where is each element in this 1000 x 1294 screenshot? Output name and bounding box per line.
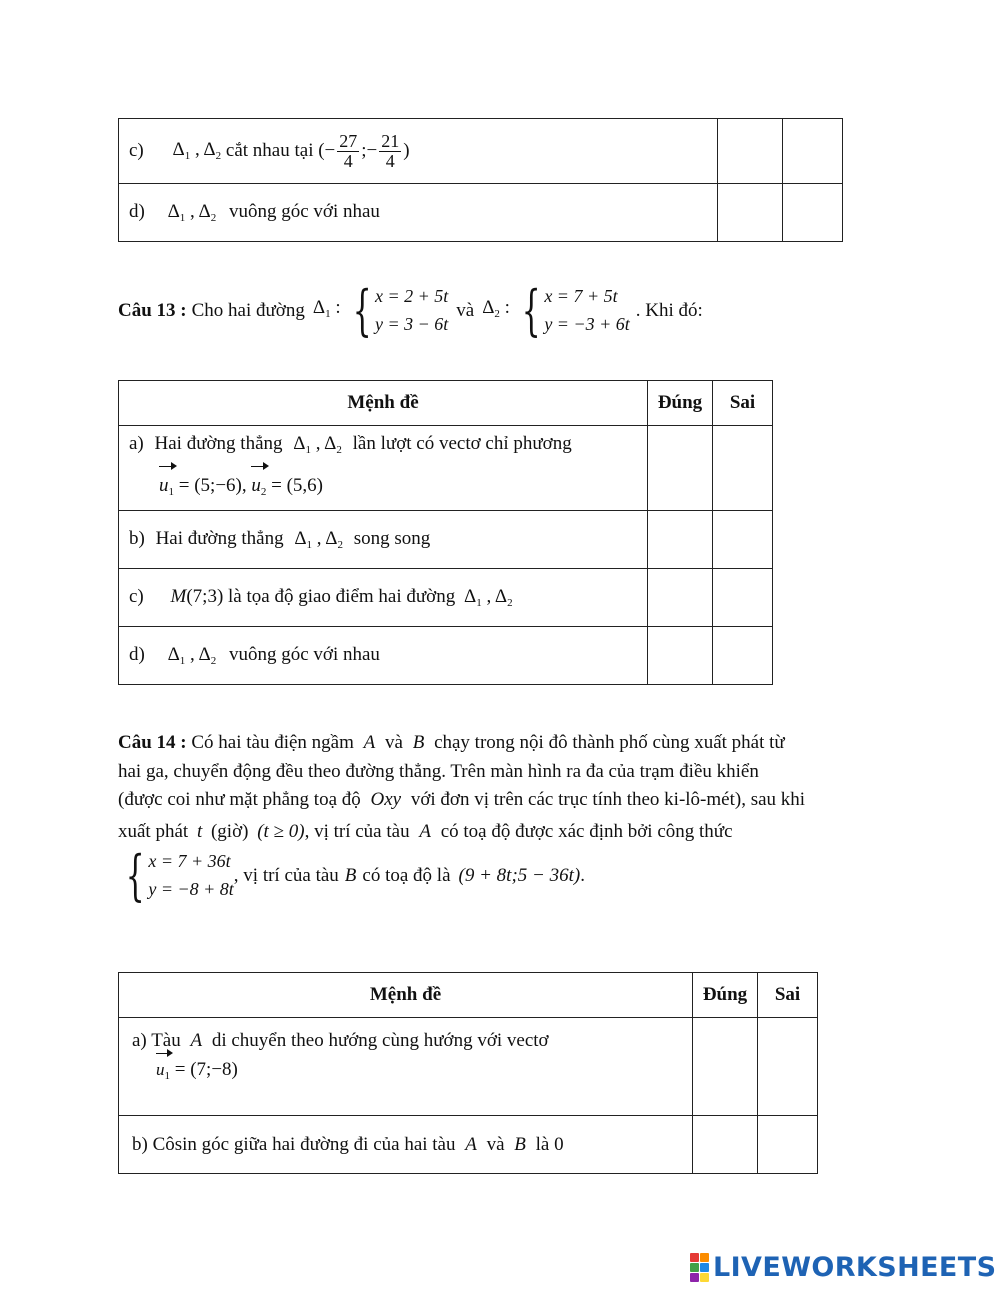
table-row: [119, 1116, 818, 1174]
true-answer-cell[interactable]: [648, 511, 713, 569]
fraction: $\frac{21}{4}$: [381, 130, 400, 171]
statement-cell: c) $\Delta_1$ , $\Delta_2$ cắt nhau tại (− $\frac{27}{4}$ ;− $\frac{21}{4}$ ): [119, 119, 718, 184]
true-answer-cell[interactable]: [718, 119, 783, 184]
false-answer-cell[interactable]: [758, 1116, 818, 1174]
header-statement: Mệnh đề: [119, 381, 648, 426]
statement-cell: d) $\Delta_1$ , $\Delta_2$ vuông góc với nhau: [119, 627, 648, 685]
equation-system: { x = 2 + 5t y = 3 − 6t: [352, 278, 449, 342]
false-answer-cell[interactable]: [713, 627, 773, 685]
table-header-row: [119, 381, 773, 426]
table-row: [119, 569, 773, 627]
question-heading: Câu 13 :: [118, 299, 187, 321]
statement-cell: b) Côsin góc giữa hai đường đi của hai tàu A và B là 0: [119, 1116, 693, 1174]
true-answer-cell[interactable]: [718, 184, 783, 242]
equation-system: { x = 7 + 36t y = −8 + 8t: [125, 843, 234, 907]
false-answer-cell[interactable]: [713, 511, 773, 569]
table-q13: [118, 380, 773, 685]
false-answer-cell[interactable]: [713, 426, 773, 511]
equation-system: { x = 7 + 5t y = −3 + 6t: [521, 278, 630, 342]
true-answer-cell[interactable]: [648, 627, 713, 685]
statement-cell: a) Hai đường thẳng $\Delta_1$ , $\Delta_2$ lần lượt có vectơ chỉ phương $u_1$ = (5;−6), $u_2 = (5,6)$: [119, 426, 648, 511]
table-row: [119, 426, 773, 511]
statement-cell: c) M(7;3) là tọa độ giao điểm hai đường $\Delta_1$ , $\Delta_2$: [119, 569, 648, 627]
header-true: Đúng: [693, 973, 758, 1018]
table-row: [119, 184, 843, 242]
table-row: [119, 119, 843, 184]
logo-mark-icon: [690, 1253, 709, 1282]
fraction: $\frac{27}{4}$: [339, 130, 358, 171]
question-heading: Câu 14 :: [118, 732, 187, 753]
true-answer-cell[interactable]: [648, 569, 713, 627]
true-answer-cell[interactable]: [693, 1116, 758, 1174]
question-14: Câu 14 : Có hai tàu điện ngầm A và B chạy trong nội đô thành phố cùng xuất phát từ hai ga, chuyển động đều theo đường thẳng. Trên màn hình ra đa của trạm điều khiển (được coi như mặt phẳng toạ độ Oxy với đơn vị trên các trục tính theo ki-lô-mét), sau khi xuất phát t (giờ) (t ≥ 0), vị trí của tàu A có toạ độ được xác định bởi công thức { x = 7 + 36t y = −8 + 8t , vị trí của tàu B có toạ độ là (9 + 8t;5 − 36t) .: [118, 732, 806, 907]
header-false: Sai: [758, 973, 818, 1018]
true-answer-cell[interactable]: [648, 426, 713, 511]
table-header-row: [119, 973, 818, 1018]
false-answer-cell[interactable]: [783, 184, 843, 242]
true-answer-cell[interactable]: [693, 1018, 758, 1116]
liveworksheets-logo: [690, 1252, 996, 1283]
table-row: [119, 1018, 818, 1116]
delta-pair: $\Delta_1$ , $\Delta_2$: [172, 139, 222, 163]
statement-cell: a) Tàu A di chuyển theo hướng cùng hướng với vectơ $u_1$ = (7;−8): [119, 1018, 693, 1116]
false-answer-cell[interactable]: [783, 119, 843, 184]
statement-cell: d) $\Delta_1$ , $\Delta_2$ vuông góc với nhau: [119, 184, 718, 242]
question-13: Câu 13 : Cho hai đường $\Delta_1$ : { x = 2 + 5t y = 3 − 6t và $\Delta_2$ : { x = 7 + 5t y = −3 + 6t . Khi đó:: [118, 278, 703, 342]
table-row: [119, 511, 773, 569]
false-answer-cell[interactable]: [758, 1018, 818, 1116]
header-false: Sai: [713, 381, 773, 426]
header-statement: Mệnh đề: [119, 973, 693, 1018]
logo-text: LIVEWORKSHEETS: [713, 1252, 997, 1283]
false-answer-cell[interactable]: [713, 569, 773, 627]
table-row: [119, 627, 773, 685]
header-true: Đúng: [648, 381, 713, 426]
table-q14: [118, 972, 818, 1174]
statement-cell: b) Hai đường thẳng $\Delta_1$ , $\Delta_2$ song song: [119, 511, 648, 569]
table-continued: [118, 118, 843, 242]
